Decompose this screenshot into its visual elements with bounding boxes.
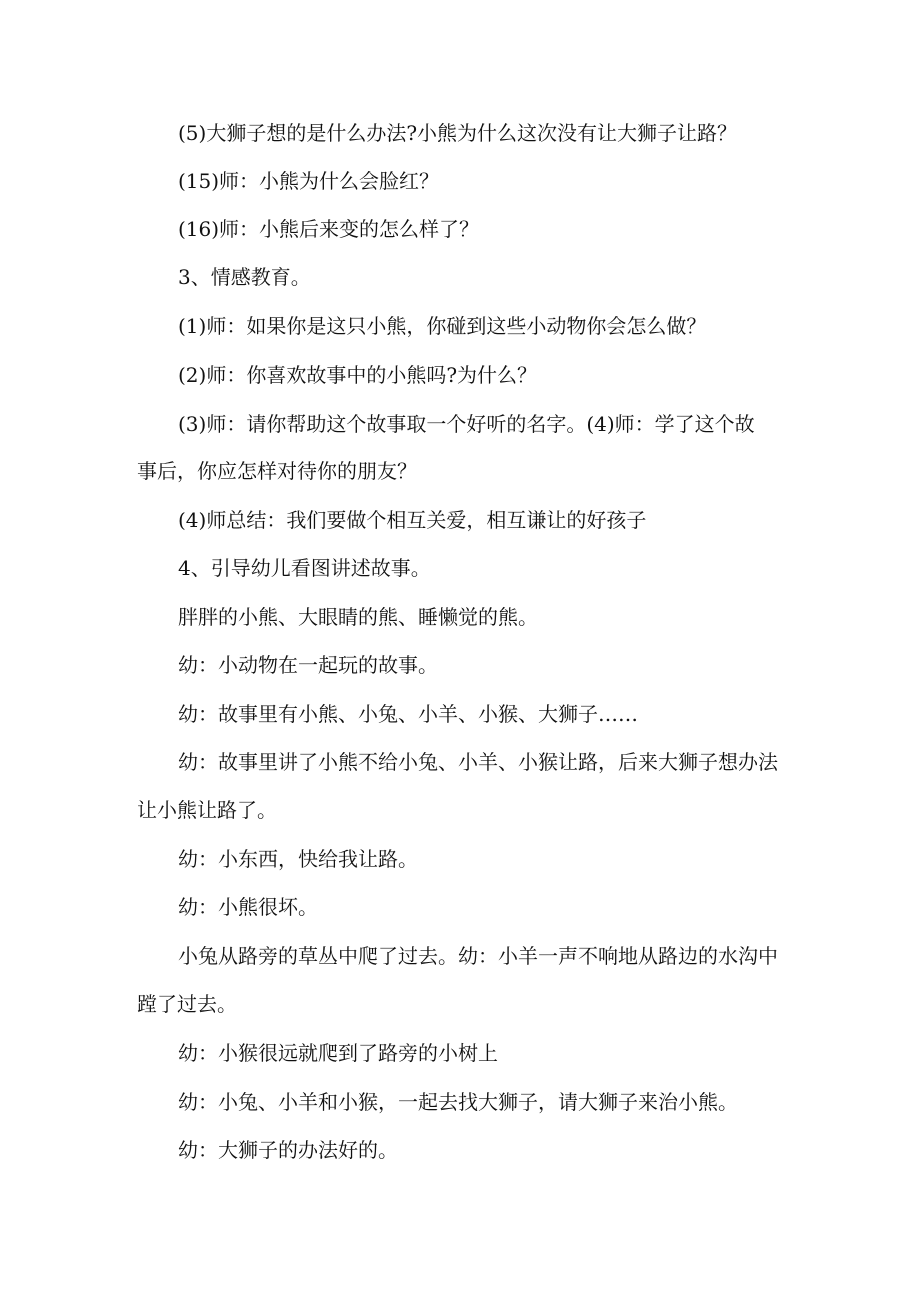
text-line: 蹚了过去。 [137, 992, 237, 1016]
text-line: 幼：故事里讲了小熊不给小兔、小羊、小猴让路，后来大狮子想办法 [178, 750, 778, 774]
text-line: 幼：小动物在一起玩的故事。 [178, 653, 438, 677]
text-line: 让小熊让路了。 [137, 798, 277, 822]
text-line: (4)师总结：我们要做个相互关爱，相互谦让的好孩子 [178, 508, 647, 532]
text-line: (1)师：如果你是这只小熊，你碰到这些小动物你会怎么做？ [178, 314, 707, 338]
text-line: 幼：小熊很坏。 [178, 895, 318, 919]
text-line: (3)师：请你帮助这个故事取一个好听的名字。(4)师：学了这个故 [178, 412, 755, 436]
text-line: (2)师：你喜欢故事中的小熊吗?为什么？ [178, 363, 538, 387]
text-line: 幼：小兔、小羊和小猴，一起去找大狮子，请大狮子来治小熊。 [178, 1090, 738, 1114]
section-heading: 3、情感教育。 [178, 265, 311, 289]
text-line: 幼：大狮子的办法好的。 [178, 1138, 398, 1162]
text-line: (16)师：小熊后来变的怎么样了？ [178, 217, 480, 241]
text-line: 事后，你应怎样对待你的朋友？ [137, 459, 417, 483]
text-line: 小兔从路旁的草丛中爬了过去。幼：小羊一声不响地从路边的水沟中 [178, 944, 778, 968]
text-line: 幼：故事里有小熊、小兔、小羊、小猴、大狮子…… [178, 702, 638, 726]
text-line: 幼：小东西，快给我让路。 [178, 847, 418, 871]
text-line: (5)大狮子想的是什么办法?小熊为什么这次没有让大狮子让路？ [178, 121, 738, 145]
section-heading: 4、引导幼儿看图讲述故事。 [178, 556, 431, 580]
text-line: 胖胖的小熊、大眼睛的熊、睡懒觉的熊。 [178, 605, 538, 629]
text-line: (15)师：小熊为什么会脸红？ [178, 169, 440, 193]
text-line: 幼：小猴很远就爬到了路旁的小树上 [178, 1041, 498, 1065]
